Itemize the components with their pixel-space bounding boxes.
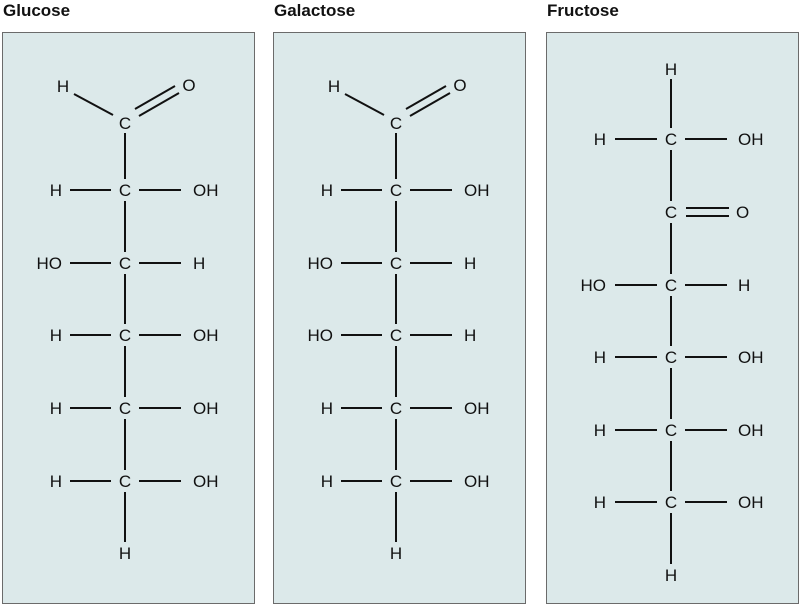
atom-label: H [320,472,333,491]
glucose-title: Glucose [3,1,71,20]
atom-label: H [738,276,751,295]
atom-label: OH [193,472,219,491]
atom-label: C [118,472,132,491]
atom-label: OH [738,421,764,440]
atom-label: OH [464,181,490,200]
atom-label: H [389,544,403,563]
aldehyde-double-bond-2 [410,93,450,116]
atom-label: H [49,326,62,345]
atom-label: C [664,421,678,440]
atom-label: H [664,60,678,79]
atom-label: OH [464,472,490,491]
galactose-structure-diagram [274,33,527,605]
aldehyde-double-bond-1 [406,86,446,109]
atom-label: OH [738,493,764,512]
atom-label: C [118,326,132,345]
atom-label: OH [193,399,219,418]
atom-label: C [664,493,678,512]
atom-label: H [320,399,333,418]
fructose-title: Fructose [547,1,619,20]
atom-label: C [664,348,678,367]
atom-label: H [56,77,70,96]
atom-label: C [389,399,403,418]
aldehyde-double-bond-1 [135,86,175,109]
atom-label: OH [464,399,490,418]
aldehyde-h-bond [74,94,113,115]
atom-label: O [736,203,750,222]
atom-label: HO [307,254,333,273]
atom-label: C [389,114,403,133]
atom-label: HO [307,326,333,345]
atom-label: OH [193,181,219,200]
atom-label: OH [738,348,764,367]
galactose-atoms [308,76,490,563]
atom-label: C [118,399,132,418]
atom-label: C [389,472,403,491]
glucose-structure-diagram [3,33,256,605]
atom-label: H [593,130,606,149]
atom-label: H [593,348,606,367]
atom-label: OH [738,130,764,149]
atom-label: OH [193,326,219,345]
fructose-structure-panel [546,32,799,604]
galactose-structure-panel [273,32,526,604]
atom-label: HO [36,254,62,273]
atom-label: H [118,544,132,563]
aldehyde-double-bond-2 [139,93,179,116]
atom-label: O [453,76,467,95]
atom-label: H [327,77,341,96]
atom-label: C [389,254,403,273]
atom-label: O [182,76,196,95]
atom-label: H [320,181,333,200]
atom-label: H [49,181,62,200]
atom-label: H [193,254,206,273]
atom-label: H [49,399,62,418]
atom-label: H [593,493,606,512]
atom-label: C [389,326,403,345]
atom-label: H [593,421,606,440]
fructose-structure-diagram [547,33,800,605]
glucose-structure-panel [2,32,255,604]
aldehyde-h-bond [345,94,384,115]
atom-label: C [118,181,132,200]
galactose-title: Galactose [274,1,356,20]
atom-label: C [389,181,403,200]
atom-label: H [464,326,477,345]
atom-label: C [664,203,678,222]
glucose-atoms [37,76,219,563]
atom-label: H [664,566,678,585]
atom-label: C [118,254,132,273]
atom-label: C [664,276,678,295]
atom-label: HO [580,276,606,295]
atom-label: H [464,254,477,273]
atom-label: C [664,130,678,149]
atom-label: H [49,472,62,491]
fructose-bonds [615,79,729,564]
atom-label: C [118,114,132,133]
